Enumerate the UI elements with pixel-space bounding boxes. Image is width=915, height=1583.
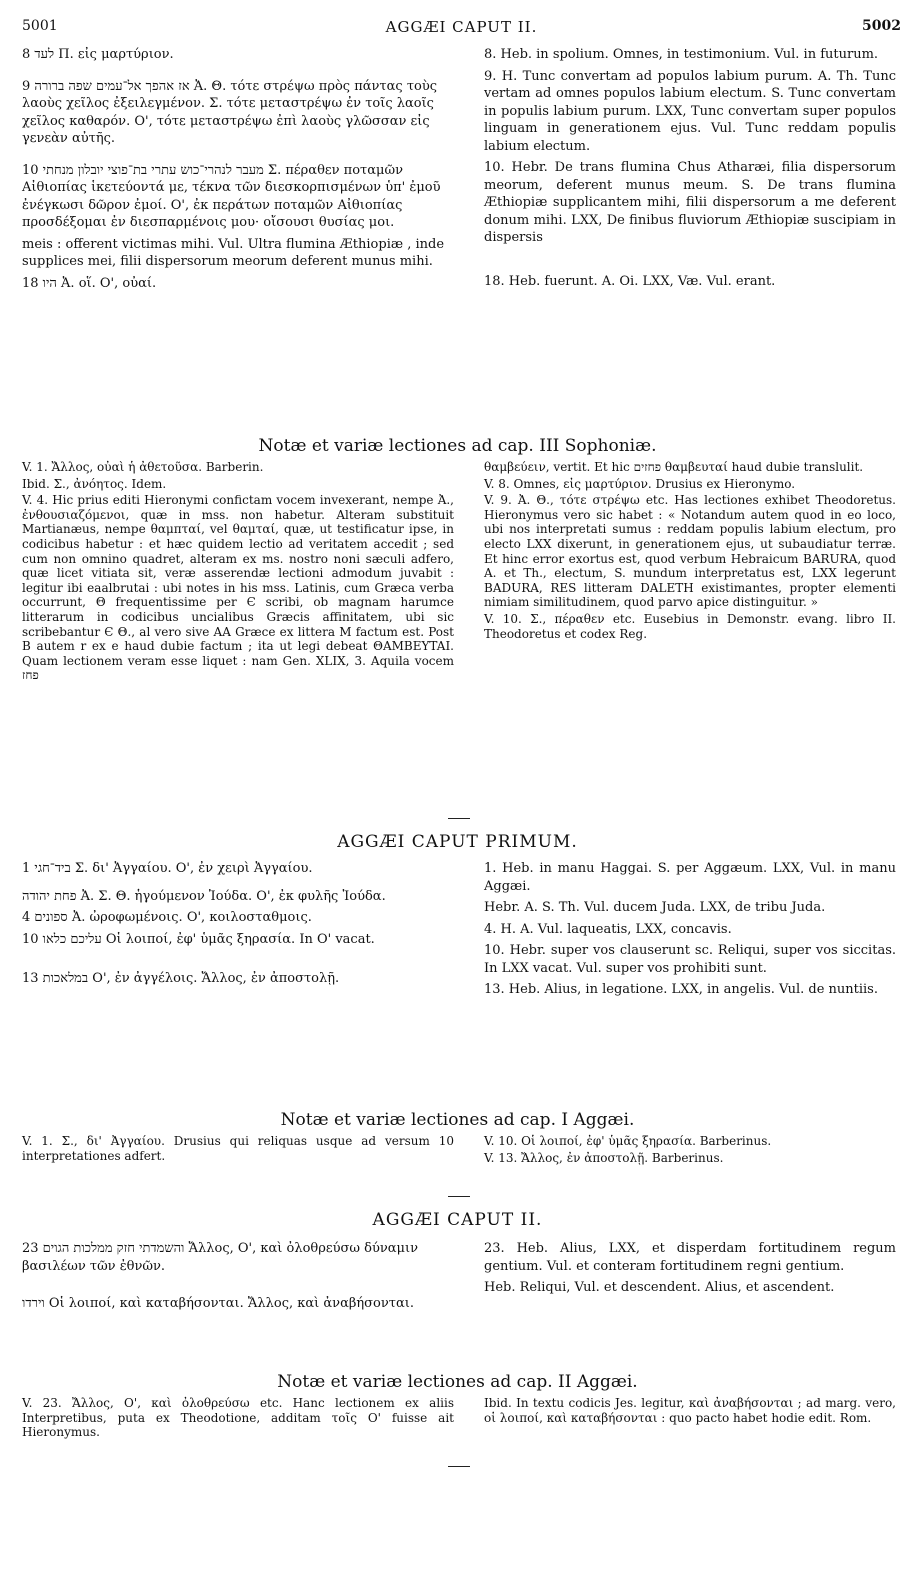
note-item: V. 13. Ἄλλος, ἐν ἀποστολῇ. Barberinus. [484,1150,724,1165]
block2-right-entry: 10. Hebr. super vos clauserunt sc. Reliqui, super vos siccitas. In LXX vacat. Vul. super vos prohibiti sunt. [484,943,896,976]
block3-left-column [22,1240,454,1317]
block2-right-entry: 1. Heb. in manu Haggai. S. per Aggæum. LXX, Vul. in manu Aggæi. [484,861,896,894]
note-item: V. 8. Omnes, εἰς μαρτύριον. Drusius ex Hieronymo. [484,476,796,491]
block1-left-entry: היו 18 Ἀ. οἵ. Ο', οὐαί. [22,275,157,291]
section-title: AGGÆI CAPUT PRIMUM. [337,832,578,852]
block2-left-entry: ספונים 4 Ἀ. ὠροφωμένοις. Ο', κοιλοσταθμοις. [22,910,312,925]
notes2-title: Notæ et variæ lectiones ad cap. I Aggæi. [280,1110,635,1130]
block3-right-column [484,1240,896,1301]
block1-right-entry: 18. Heb. fuerunt. A. Oi. LXX, Væ. Vul. erant. [484,273,776,289]
note-item: V. 23. Ἄλλος, Ο', καὶ ὀλοθρεύσω etc. Hanc lectionem ex aliis Interpretibus, puta ex Theodotione, additam τοῖς Ο' fuisse ait Hieronymus. [22,1396,454,1440]
note-item: Ibid. Σ., ἀνόητος. Idem. [22,476,167,491]
notes2-left-column [22,1134,454,1165]
block3-right-entry: 23. Heb. Alius, LXX, et disperdam fortitudinem regum gentium. Vul. et conteram fortitudinem regni gentium. [484,1241,896,1274]
block2-right-entry: 4. H. A. Vul. laqueatis, LXX, concavis. [484,921,732,937]
note-item: V. 4. Hic prius editi Hieronymi confictam vocem invexerant, nempe Ἀ., ἐνθουσιαζόμενοι, quæ in mss. non habetur. Alteram substituit Martianæus, nempe θαμπταί, vel θαμταί, quæ, ut testificatur ipse, in codicibus habetur : et hæc quidem lectio ad veritatem accedit ; sed cum non omnino quadret, alteram ex ms. nostro noni sæculi adfero, quæ licet vitiata sit, veræ asserendæ lectioni admodum juvabit : legitur ibi eaalbrutai : ubi notes in his mss. Latinis, cum Græca verba occurrunt, Θ frequentissime per Є scribi, ob magnam harumce litterarum in codicibus uncialibus Græcis affinitatem, ubi sic scribebantur Є Θ., al vero sive AA Græce ex littera M factum est. Post B autem r ex e haud dubie factum ; ita ut legi debeat ΘAMBEYTAI. Quam lectionem veram esse liquet : nam Gen. XLIX, 3. Aquila vocem פחז [22,493,454,683]
notes1-left-column [22,460,454,685]
running-header [22,18,901,44]
note-item: Ibid. In textu codicis Jes. legitur, καὶ ἀναβήσονται ; ad marg. vero, οἱ λοιποί, καὶ καταβήσονται : quo pacto habet hodie edit. Rom. [484,1396,896,1425]
notes1-title: Notæ et variæ lectiones ad cap. III Sophoniæ. [258,436,657,456]
section-title: AGGÆI CAPUT II. [372,1210,543,1230]
block2-right-entry: Hebr. A. S. Th. Vul. ducem Juda. LXX, de tribu Juda. [484,900,826,915]
block2-right-column [484,860,896,1003]
note-item: V. 10. Σ., πέραθεν etc. Eusebius in Demonstr. evang. libro II. Theodoretus et codex Reg. [484,611,896,641]
block2-left-entry: עליכם כלאו 10 Οἱ λοιποί, ἐφ' ὑμᾶς ξηρασία. In Ο' vacat. [22,931,375,947]
block1-right-entry: 8. Heb. in spolium. Omnes, in testimonium. Vul. in futurum. [484,47,879,62]
page-number-left: 5001 [22,18,58,34]
block1-left-entry: אז אהפך אל־עמים שפה ברורה 9 Ἀ. Θ. τότε στρέψω πρὸς πάντας τοὺς λαοὺς χεῖλος ἐξειλεγμένον. Σ. τότε μεταστρέψω ἐν τοῖς λαοῖς χεῖλος καθαρόν. Ο', τότε μεταστρέψω ἐπὶ λαοὺς γλῶσσαν εἰς γενεὰν αὐτῆς. [22,78,438,146]
block1-left-column [22,46,454,296]
section-divider [448,1196,470,1197]
note-item: V. 9. Ἀ. Θ., τότε στρέψω etc. Has lectiones exhibet Theodoretus. Hieronymus vero sic habet : « Notandum autem quod in eo loco, ubi nos interpretati sumus : reddam populis labium electum, pro electo LXX dixerunt, in generationem ejus, ut subaudiatur terræ. Et hinc error exortus est, quod verbum Hebraicum BARURA, quod A. et Th., electum, S. mundum interpretatus est, LXX legerunt BADURA, RES litteram DALETH existimantes, propter elementi nimiam similitudinem, quod parvo apice distinguitur. » [484,493,896,610]
block2-left-column [22,860,454,992]
notes3-right-column [484,1396,896,1427]
block3-right-entry: Heb. Reliqui, Vul. et descendent. Alius, et ascendent. [484,1280,835,1295]
notes3-left-column [22,1396,454,1442]
notes1-right-column [484,460,896,643]
block1-left-entry: לעד 8 Π. εἰς μαρτύριον. [22,47,174,62]
block3-left-entry: והשמדתי חזק ממלכות הגוים 23 Ἄλλος, Ο', καὶ ὀλοθρεύσω δύναμιν βασιλέων τῶν ἐθνῶν. [22,1241,418,1274]
note-item: V. 1. Ἄλλος, οὐαὶ ἡ ἀθετοῦσα. Barberin. [22,460,264,474]
notes2-right-column [484,1134,896,1167]
block1-right-column [484,46,896,294]
section-divider [448,1466,470,1467]
note-item: V. 10. Οἱ λοιποί, ἐφ' ὑμᾶς ξηρασία. Barberinus. [484,1134,772,1148]
block3-left-entry: וירדו Οἱ λοιποί, καὶ καταβήσονται. Ἄλλος, καὶ ἀναβήσονται. [22,1296,414,1311]
notes3-title: Notæ et variæ lectiones ad cap. II Aggæi. [277,1372,638,1392]
block2-left-entry: ביד־חגי 1 Σ. δι' Ἀγγαίου. Ο', ἐν χειρὶ Ἀγγαίου. [22,861,313,876]
section-divider [448,818,470,819]
block2-right-entry: 13. Heb. Alius, in legatione. LXX, in angelis. Vul. de nuntiis. [484,982,878,997]
note-item: θαμβεύειν, vertit. Et hic פחזים θαμβευταί haud dubie translulit. [484,460,864,474]
block1-right-entry: 9. H. Tunc convertam ad populos labium purum. A. Th. Tunc vertam ad omnes populos labium electum. S. Tunc convertam in populis labium purum. LXX, Tunc convertam super populos linguam in generationem ejus. Vul. Tunc reddam populis labium electum. [484,68,896,154]
block1-right-entry: 10. Hebr. De trans flumina Chus Atharæi, filia dispersorum meorum, deferent munus meum. S. De trans flumina Æthiopiæ supplicantem mihi, filii dispersorum a me deferent donum mihi. LXX, De finibus fluviorum Æthiopiæ suscipiam in dispersis [484,160,896,245]
block1-left-entry: meis : offerent victimas mihi. Vul. Ultra flumina Æthiopiæ , inde supplices mei, filii dispersorum meorum deferent munus mihi. [22,236,445,269]
note-item: V. 1. Σ., δι' Ἀγγαίου. Drusius qui reliquas usque ad versum 10 interpretationes adfert. [22,1134,454,1163]
running-title: AGGÆI CAPUT II. [385,18,538,36]
page-number-right: 5002 [862,18,901,34]
block2-left-entry: פחת יהודה Ἀ. Σ. Θ. ἡγούμενον Ἰούδα. Ο', ἐκ φυλῆς Ἰούδα. [22,888,386,904]
block2-left-entry: במלאכות 13 Ο', ἐν ἀγγέλοις. Ἄλλος, ἐν ἀποστολῇ. [22,971,340,986]
block1-left-entry: מעבר לנהרי־כוש עתרי בת־פוצי יובלון מנחתי 10 Σ. πέραθεν ποταμῶν Αἰθιοπίας ἱκετεύοντά με, τέκνα τῶν διεσκορπισμένων ὑπ' ἐμοῦ ἐνέγκωσι δῶρον ἐμοί. Ο', ἐκ περάτων ποταμῶν Αἰθιοπίας προσδέξομαι ἐν διεσπαρμένοις μου· οἴσουσι θυσίας μοι. [22,162,441,230]
